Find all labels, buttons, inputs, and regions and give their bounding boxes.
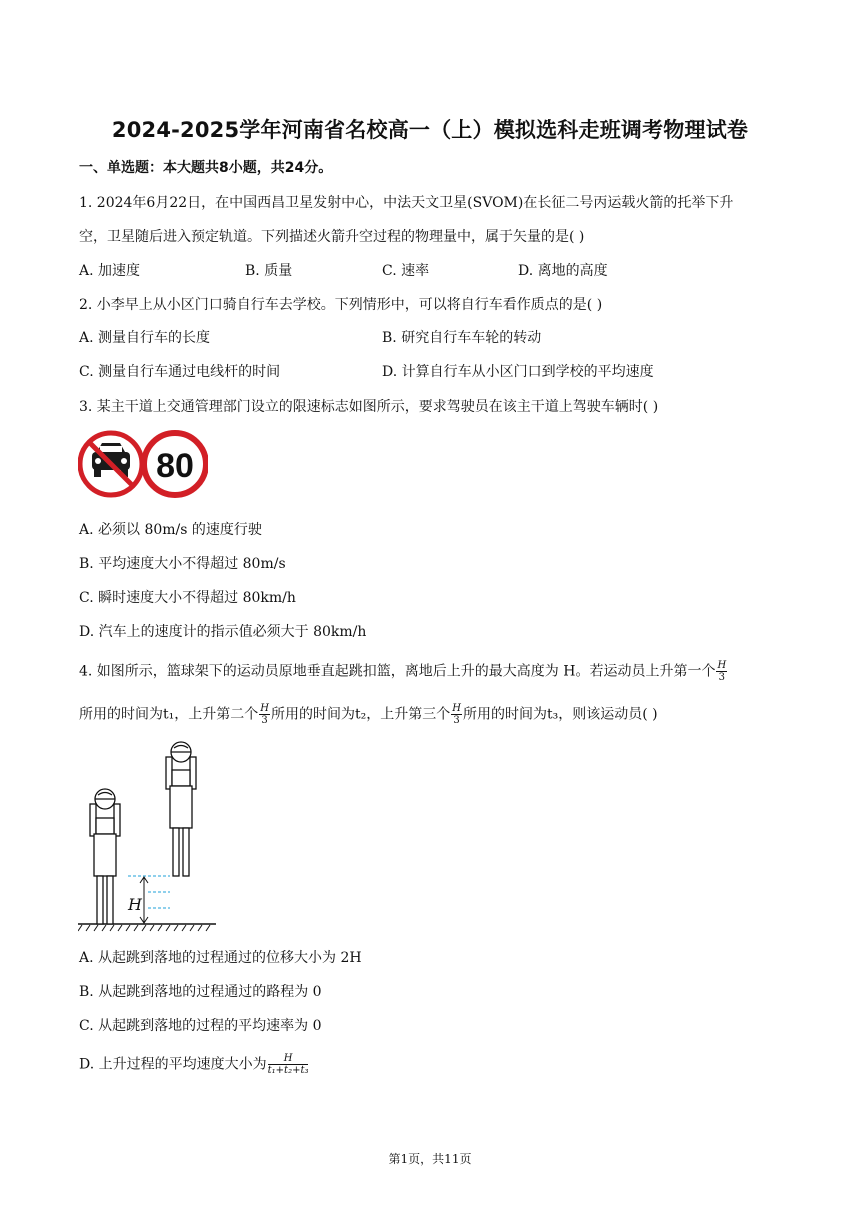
- q4-option-b: B. 从起跳到落地的过程通过的路程为 0: [79, 984, 322, 1000]
- fraction-h-over-3: $\frac{H}{3}$: [717, 660, 727, 683]
- q1-option-b: B. 质量: [245, 263, 293, 279]
- section-heading: 一、单选题：本大题共8小题，共24分。: [79, 160, 333, 176]
- q3-option-d: D. 汽车上的速度计的指示值必须大于 80km/h: [79, 624, 367, 640]
- q1-option-d: D. 离地的高度: [518, 263, 608, 279]
- q1-option-c: C. 速率: [382, 263, 430, 279]
- jumping-player: [166, 742, 196, 876]
- q2-option-c: C. 测量自行车通过电线杆的时间: [79, 364, 281, 380]
- no-cars-sign-icon: [80, 433, 142, 495]
- q3-option-a: A. 必须以 80m/s 的速度行驶: [79, 522, 262, 538]
- page-footer: 第1页，共11页: [388, 1152, 472, 1166]
- q1-option-a: A. 加速度: [79, 263, 141, 279]
- q2-option-d: D. 计算自行车从小区门口到学校的平均速度: [382, 364, 654, 380]
- standing-player: [90, 789, 120, 924]
- question-4-line-1: [79, 660, 728, 683]
- fraction-h-over-t-sum: $\frac{H}{\text{t₁+t₂+t₃}}$: [267, 1053, 309, 1076]
- traffic-signs-figure: [78, 430, 208, 498]
- question-1-line-1: 1. 2024年6月22日，在中国西昌卫星发射中心，中法天文卫星(SVOM)在长征二号丙运载火箭的托举下升: [79, 195, 734, 211]
- speed-limit-value: 80: [156, 447, 194, 485]
- q3-option-c: C. 瞬时速度大小不得超过 80km/h: [79, 590, 296, 606]
- q4-option-c: C. 从起跳到落地的过程的平均速率为 0: [79, 1018, 322, 1034]
- q3-option-b: B. 平均速度大小不得超过 80m/s: [79, 556, 286, 572]
- basketball-jump-figure: [78, 738, 220, 934]
- q4-line1-text: 4. 如图所示，篮球架下的运动员原地垂直起跳扣篮，离地后上升的最大高度为 H。若运动员上升第一个: [79, 663, 716, 680]
- question-3-stem: 3. 某主干道上交通管理部门设立的限速标志如图所示，要求驾驶员在该主干道上驾驶车辆时( ): [79, 399, 659, 415]
- question-1-line-2: 空，卫星随后进入预定轨道。下列描述火箭升空过程的物理量中，属于矢量的是( ): [79, 229, 585, 245]
- q2-option-a: A. 测量自行车的长度: [79, 330, 211, 346]
- question-2-stem: 2. 小李早上从小区门口骑自行车去学校。下列情形中，可以将自行车看作质点的是( ): [79, 297, 603, 313]
- q4-option-a: A. 从起跳到落地的过程通过的位移大小为 2H: [79, 950, 362, 966]
- q2-option-b: B. 研究自行车车轮的转动: [382, 330, 542, 346]
- height-label: H: [128, 895, 142, 914]
- q4-option-d: D. 上升过程的平均速度大小为 $\frac{H}{\text{t₁+t₂+t₃}}$: [79, 1053, 309, 1076]
- page-title: 2024-2025学年河南省名校高一（上）模拟选科走班调考物理试卷: [111, 118, 749, 142]
- speed-limit-sign: [144, 433, 206, 495]
- question-4-line-2: 所用的时间为t₁，上升第二个 $\frac{H}{3}$ 所用的时间为t₂，上升第三个 $\frac{H}{3}$ 所用的时间为t₃，则该运动员( ): [79, 703, 658, 726]
